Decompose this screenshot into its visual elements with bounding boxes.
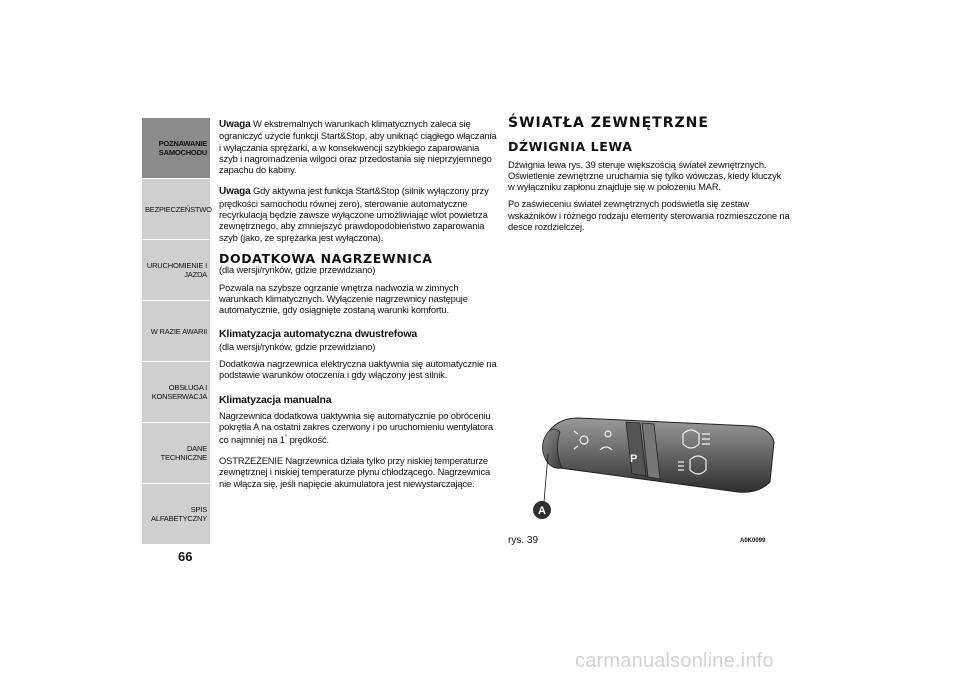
note-text: W ekstremalnych warunkach klimatycznych zaleca się ograniczyć użycie funkcji Start&Stop, aby uniknąć ciągłego włączania i wyłączania sprężarki, a w konsekwencji szybkiego zaparowania szyb i nagromadzenia wilgoci oraz przedostania się nieprzyjemnego zapachu do kabiny. bbox=[219, 118, 497, 176]
left-column bbox=[219, 118, 497, 499]
note-start-stop-2 bbox=[219, 185, 497, 242]
tab-label: SPIS ALFABETYCZNY bbox=[151, 505, 207, 523]
left-stalk-text-2: Po zaświeceniu świateł zewnętrznych podświetla się zestaw wskaźników i różnego rodzaju elementy sterowania rozmieszczone na desce rozdzielczej. bbox=[508, 198, 790, 233]
tab-obsluga-i-konserwacja[interactable] bbox=[142, 362, 210, 422]
degree-mark: ° bbox=[284, 434, 288, 441]
tab-poznawanie-samochodu[interactable] bbox=[142, 118, 210, 178]
tab-spis-alfabetyczny[interactable] bbox=[142, 484, 210, 544]
note-lead: Uwaga bbox=[219, 186, 251, 198]
manual-climate-heading: Klimatyzacja manualna bbox=[219, 393, 332, 406]
page-number: 66 bbox=[178, 549, 193, 564]
auto-climate-subtitle: (dla wersji/rynków, gdzie przewidziano) bbox=[219, 340, 376, 352]
heater-text: Pozwala na szybsze ogrzanie wnętrza nadwozia w zimnych warunkach klimatycznych. Wyłączenie nagrzewnicy następuje automatycznie, gdy osiągnięte zostaną warunki komfortu. bbox=[219, 281, 468, 316]
svg-text:P: P bbox=[630, 453, 638, 465]
left-stalk-text-1: Dźwignia lewa rys. 39 steruje większością świateł zewnętrznych. Oświetlenie zewnętrzne uruchamia się tylko wówczas, kiedy kluczyk w wyłączniku zapłonu znajduje się w położeniu MAR. bbox=[508, 158, 782, 193]
manual-climate-text bbox=[219, 410, 497, 445]
tab-label: DANE TECHNICZNE bbox=[160, 444, 207, 462]
auto-climate-text: Dodatkowa nagrzewnica elektryczna uaktywnia się automatycznie na podstawie warunków otoczenia i gdy włączony jest silnik. bbox=[219, 358, 497, 381]
figure-caption: rys. 39 bbox=[508, 535, 539, 546]
auto-climate-heading: Klimatyzacja automatyczna dwustrefowa bbox=[219, 328, 418, 341]
tab-bezpieczenstwo[interactable] bbox=[142, 179, 210, 239]
right-column bbox=[508, 115, 790, 242]
tab-label: BEZPIECZEŃSTWO bbox=[145, 204, 212, 214]
tab-w-razie-awarii[interactable] bbox=[142, 301, 210, 361]
note-lead: Uwaga bbox=[219, 119, 251, 130]
note-text: Gdy aktywna jest funkcja Start&Stop (silnik wyłączony przy prędkości samochodu równej zero), sterowanie automatyczne recyrkulacją będzie zawsze wyłączone umożliwiając wlot powietrza zewnętrznego, aby zmniejszyć prawdopodobieństwo zaparowania szyb (jako, że sprężarka jest wyłączona). bbox=[219, 185, 489, 243]
tab-label: OBSŁUGA I KONSERWACJA bbox=[151, 383, 207, 401]
left-stalk-illustration bbox=[508, 382, 782, 534]
note-start-stop-1 bbox=[219, 118, 497, 175]
tab-dane-techniczne[interactable] bbox=[142, 423, 210, 483]
tab-label: W RAZIE AWARII bbox=[150, 326, 207, 336]
manual-climate-text-main: Nagrzewnica dodatkowa uaktywnia się automatycznie po obróceniu pokrętła A na ostatni zakres czerwony i po uruchomieniu wentylatora co najmniej na 1 bbox=[219, 409, 493, 445]
manual-climate-text-end: prędkość. bbox=[287, 433, 329, 445]
tab-label: URUCHOMIENIE I JAZDA bbox=[146, 261, 207, 279]
stalk-figure bbox=[508, 382, 782, 534]
callout-a-label: A bbox=[538, 505, 546, 517]
watermark: carmanualsonline.info bbox=[575, 650, 774, 672]
heater-heading: DODATKOWA NAGRZEWNICA bbox=[219, 250, 433, 266]
heater-warning: OSTRZEŻENIE Nagrzewnica działa tylko przy niskiej temperaturze zewnętrznej i niskiej temperaturze płynu chłodzącego. Nagrzewnica nie włącza się, jeśli napięcie akumulatora jest niewystarczające. bbox=[219, 454, 491, 489]
figure-code: A0K0099 bbox=[740, 538, 766, 544]
chapter-sidebar bbox=[142, 118, 210, 545]
heater-subtitle: (dla wersji/rynków, gdzie przewidziano) bbox=[219, 264, 376, 276]
tab-uruchomienie-i-jazda[interactable] bbox=[142, 240, 210, 300]
exterior-lights-heading: ŚWIATŁA ZEWNĘTRZNE bbox=[508, 115, 709, 131]
tab-label: POZNAWANIE SAMOCHODU bbox=[158, 139, 207, 157]
left-stalk-heading: DŹWIGNIA LEWA bbox=[508, 139, 633, 155]
